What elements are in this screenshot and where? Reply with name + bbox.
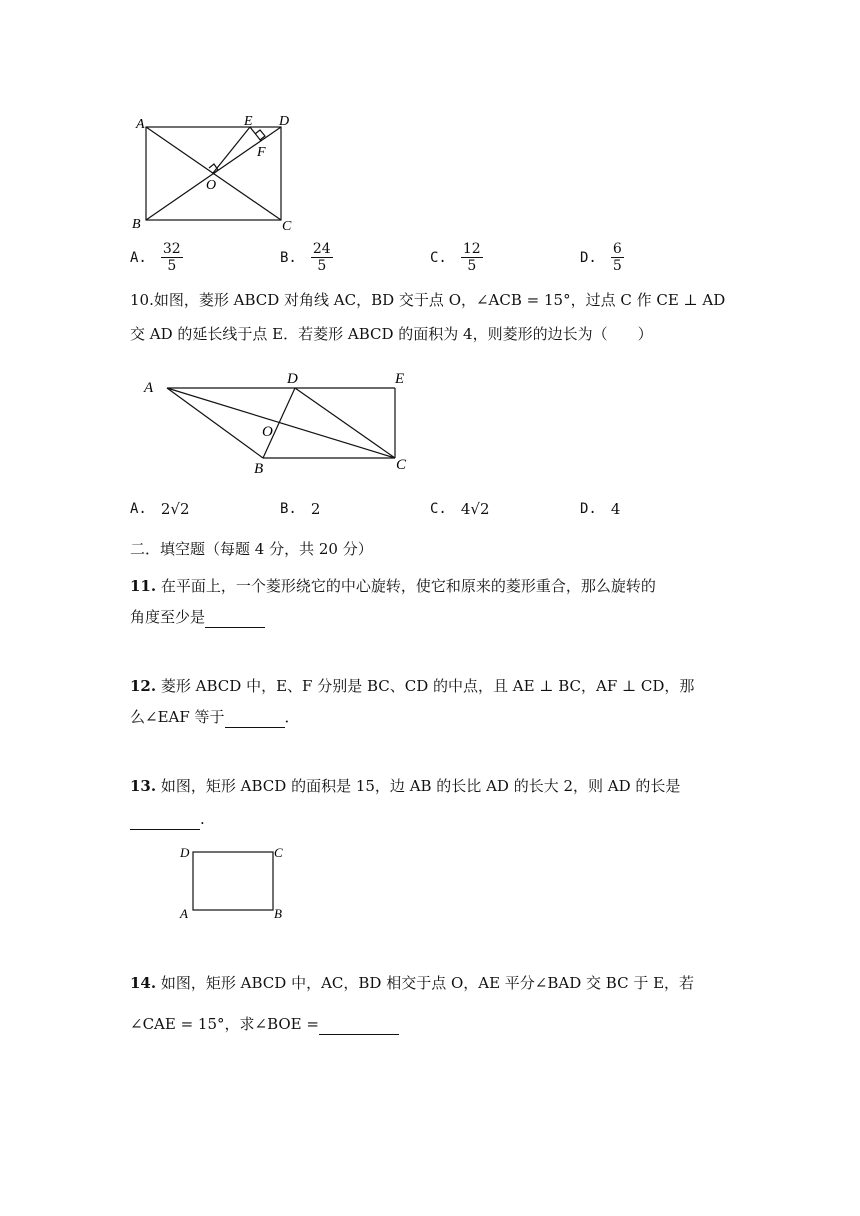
q13-label-b: B bbox=[274, 906, 282, 921]
q10-text-line2: 交 AD 的延长线于点 E．若菱形 ABCD 的面积为 4，则菱形的边长为（ ） bbox=[130, 325, 653, 343]
q13-figure bbox=[176, 840, 296, 922]
q11-answer-blank[interactable] bbox=[205, 611, 265, 628]
q14-answer-blank[interactable] bbox=[319, 1018, 399, 1035]
q9-option-d-fraction: $\frac{6}{5}$ bbox=[612, 241, 622, 274]
q10-label-d: D bbox=[287, 371, 298, 387]
q12-text-line2: 么∠EAF 等于 ． bbox=[130, 708, 300, 726]
q12-answer-blank[interactable] bbox=[225, 711, 285, 728]
q9-label-d: D bbox=[279, 114, 290, 129]
q10-label-e: E bbox=[395, 371, 405, 387]
q11-number: 11. bbox=[130, 577, 157, 595]
q13-label-c: C bbox=[274, 845, 283, 860]
q10-option-b[interactable]: B. 2 bbox=[280, 500, 321, 518]
q10-label-a: A bbox=[144, 380, 154, 396]
q13-text-line1 bbox=[130, 775, 680, 797]
q9-option-c-fraction: $\frac{12}{5}$ bbox=[462, 241, 481, 274]
q9-option-a[interactable]: A. $\frac{32}{5}$ bbox=[130, 241, 181, 274]
q14-text-line2: ∠CAE = 15°，求∠BOE = bbox=[130, 1013, 399, 1035]
q11-body: 在平面上，一个菱形绕它的中心旋转，使它和原来的菱形重合，那么旋转的 bbox=[160, 577, 656, 595]
q10-figure bbox=[140, 365, 430, 477]
q10-option-c[interactable]: C. 4√2 bbox=[430, 500, 490, 518]
q13-body: 如图，矩形 ABCD 的面积是 15，边 AB 的长比 AD 的长大 2，则 AD 的长是 bbox=[160, 777, 681, 795]
q10-line-ab bbox=[167, 388, 263, 458]
q10-diagonal-bd bbox=[263, 388, 295, 458]
q9-figure bbox=[130, 112, 310, 234]
q14-text-line1 bbox=[130, 972, 694, 994]
q10-label-o: O bbox=[262, 424, 273, 440]
q9-label-f: F bbox=[257, 145, 266, 160]
q10-label-b: B bbox=[254, 461, 264, 477]
q11-text-line2: 角度至少是 bbox=[130, 606, 265, 628]
q9-option-d[interactable]: D. $\frac{6}{5}$ bbox=[580, 241, 622, 274]
q14-body: 如图，矩形 ABCD 中，AC，BD 相交于点 O，AE 平分∠BAD 交 BC 于 E，若 bbox=[160, 974, 695, 992]
q12-body: 菱形 ABCD 中，E、F 分别是 BC、CD 的中点，且 AE ⊥ BC，AF ⊥ CD，那 bbox=[160, 677, 695, 695]
q9-option-a-fraction: $\frac{32}{5}$ bbox=[162, 241, 181, 274]
q10-label-c: C bbox=[396, 457, 407, 473]
q13-label-a: A bbox=[180, 906, 188, 921]
q14-number: 14. bbox=[130, 974, 157, 992]
q9-label-a: A bbox=[136, 117, 145, 132]
q13-rectangle bbox=[193, 852, 273, 910]
q9-label-o: O bbox=[206, 178, 217, 193]
q9-option-c[interactable]: C. $\frac{12}{5}$ bbox=[430, 241, 481, 274]
q10-diagonal-ac bbox=[167, 388, 395, 458]
q9-label-c: C bbox=[282, 219, 292, 234]
q10-option-d[interactable]: D. 4 bbox=[580, 500, 621, 518]
q9-label-b: B bbox=[132, 217, 141, 232]
q12-number: 12. bbox=[130, 677, 157, 695]
q10-text-line1: 10.如图，菱形 ABCD 对角线 AC，BD 交于点 O，∠ACB = 15°，过点 C 作 CE ⊥ AD bbox=[130, 291, 726, 309]
section2-heading: 二．填空题（每题 4 分，共 20 分） bbox=[130, 540, 373, 558]
q9-segment-oe bbox=[213, 127, 250, 173]
q9-label-e: E bbox=[244, 114, 253, 129]
q13-label-d: D bbox=[180, 845, 190, 860]
q13-text-line2: . bbox=[130, 808, 205, 830]
q10-option-a[interactable]: A. 2√2 bbox=[130, 500, 190, 518]
q9-option-b-fraction: $\frac{24}{5}$ bbox=[312, 241, 331, 274]
q12-text-line1 bbox=[130, 675, 694, 697]
q13-number: 13. bbox=[130, 777, 157, 795]
q13-answer-blank[interactable] bbox=[130, 813, 200, 830]
q9-option-b[interactable]: B. $\frac{24}{5}$ bbox=[280, 241, 331, 274]
q10-line-dc bbox=[295, 388, 395, 458]
q11-text-line1 bbox=[130, 575, 656, 597]
